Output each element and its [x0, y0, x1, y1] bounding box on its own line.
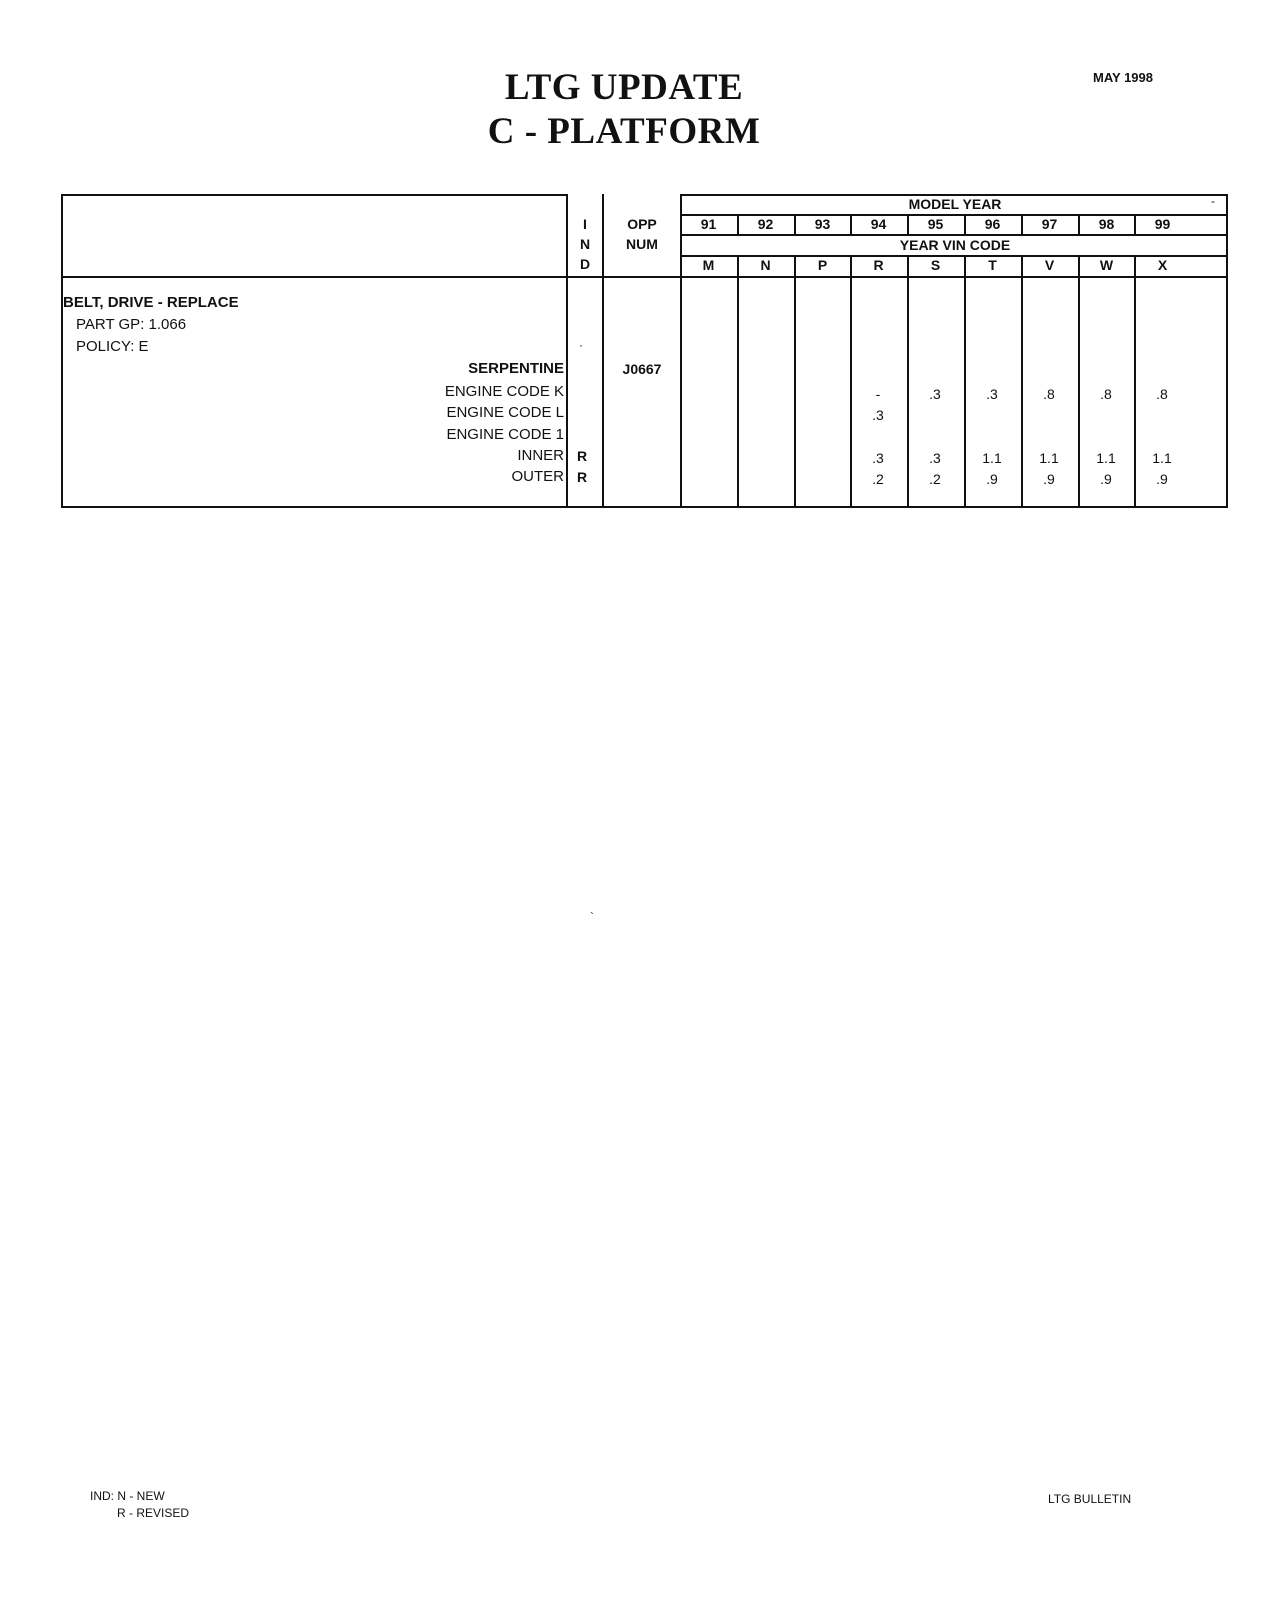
year-3: 94 [870, 216, 887, 232]
labor-time-cell: .3 [929, 386, 941, 402]
year-8: 99 [1154, 216, 1171, 232]
row-label: INNER [517, 447, 564, 464]
vin-code-label: YEAR VIN CODE [899, 237, 1011, 253]
labor-time-cell: .3 [872, 407, 884, 423]
model-year-label: MODEL YEAR [908, 196, 1002, 212]
labor-time-cell: .9 [986, 471, 998, 487]
vin-code-6: V [1044, 257, 1055, 273]
page-mark: ` [590, 910, 594, 924]
labor-time-cell: 1.1 [1152, 450, 1172, 466]
labor-time-cell: .3 [986, 386, 998, 402]
ind-header-i: I [583, 216, 587, 232]
year-0: 91 [700, 216, 717, 232]
vin-code-5: T [988, 257, 997, 273]
row-ind: R [576, 469, 588, 485]
vin-code-0: M [702, 257, 715, 273]
labor-time-table [61, 194, 1228, 508]
row-label: ENGINE CODE 1 [446, 426, 564, 443]
labor-time-cell: .2 [872, 471, 884, 487]
part-group: PART GP: 1.066 [76, 316, 187, 333]
row-label: SERPENTINE [468, 360, 564, 377]
labor-time-cell: .2 [929, 471, 941, 487]
row-label: ENGINE CODE L [446, 404, 564, 421]
vin-code-1: N [760, 257, 771, 273]
bulletin-label: LTG BULLETIN [1048, 1492, 1132, 1506]
labor-time-cell: .3 [872, 450, 884, 466]
year-4: 95 [927, 216, 944, 232]
legend-line2: R - REVISED [117, 1506, 190, 1520]
labor-time-cell: .3 [929, 450, 941, 466]
labor-time-cell: .8 [1043, 386, 1055, 402]
opp-header-opp: OPP [627, 216, 657, 232]
row-ind: R [576, 448, 588, 464]
page-title-line1: LTG UPDATE [504, 67, 744, 108]
row-label: OUTER [511, 468, 564, 485]
vin-code-3: R [873, 257, 884, 273]
labor-time-cell: 1.1 [982, 450, 1002, 466]
header-mark: - [1211, 194, 1215, 208]
ind-header-n: N [579, 236, 591, 252]
labor-time-cell: .9 [1043, 471, 1055, 487]
vin-code-2: P [817, 257, 828, 273]
page-title-line2: C - PLATFORM [487, 111, 761, 152]
row-opp-num: J0667 [622, 361, 662, 377]
opp-header-num: NUM [626, 236, 658, 252]
labor-time-cell: .8 [1100, 386, 1112, 402]
labor-time-cell: - [875, 386, 881, 402]
vin-code-7: W [1099, 257, 1114, 273]
year-1: 92 [757, 216, 774, 232]
year-5: 96 [984, 216, 1001, 232]
vin-code-8: X [1157, 257, 1168, 273]
labor-time-cell: 1.1 [1039, 450, 1059, 466]
operation-title: BELT, DRIVE - REPLACE [63, 294, 239, 311]
row-label: ENGINE CODE K [444, 383, 564, 400]
labor-time-cell: .9 [1156, 471, 1168, 487]
ind-header-d: D [579, 256, 591, 272]
year-6: 97 [1041, 216, 1058, 232]
year-2: 93 [814, 216, 831, 232]
policy: POLICY: E [76, 338, 149, 355]
issue-date: MAY 1998 [1093, 70, 1153, 85]
vin-code-4: S [930, 257, 941, 273]
labor-time-cell: .8 [1156, 386, 1168, 402]
stray-mark: · [579, 338, 583, 352]
year-7: 98 [1098, 216, 1115, 232]
labor-time-cell: .9 [1100, 471, 1112, 487]
labor-time-cell: 1.1 [1096, 450, 1116, 466]
legend-line1: IND: N - NEW [90, 1489, 165, 1503]
